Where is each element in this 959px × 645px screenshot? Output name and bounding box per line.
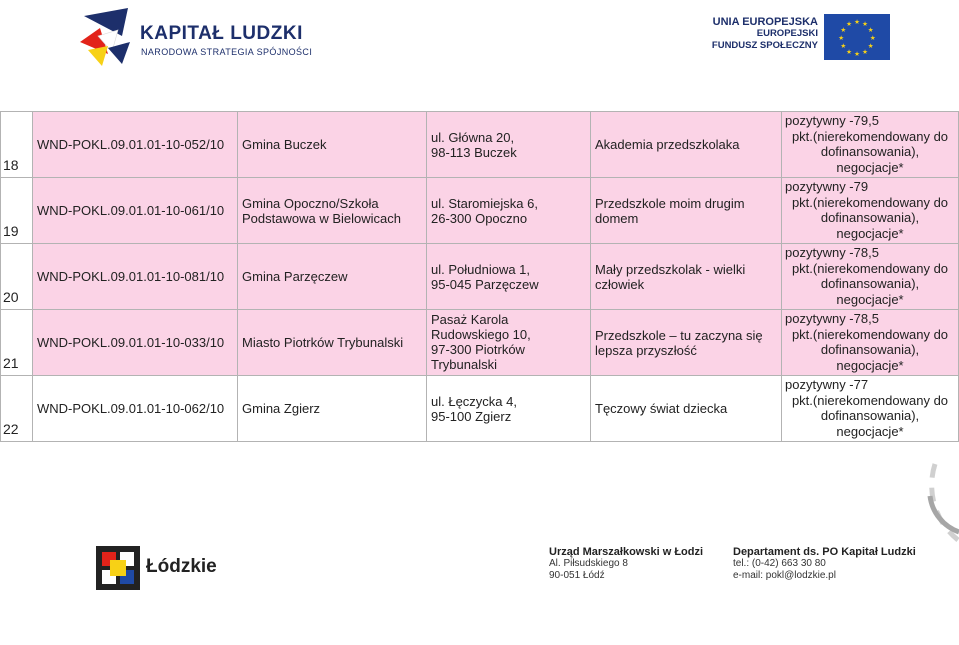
address-line: Rudowskiego 10,	[431, 327, 531, 342]
decorative-arc-icon	[880, 462, 959, 542]
score-line: dofinansowania),	[820, 210, 920, 225]
score-line: dofinansowania),	[820, 342, 920, 357]
score-line: negocjacje*	[836, 225, 904, 241]
lodzkie-logo	[96, 546, 226, 590]
score-line: negocjacje*	[836, 423, 904, 439]
department-contact	[733, 546, 916, 582]
eu-line-3: FUNDUSZ SPOŁECZNY	[711, 40, 818, 51]
office-contact	[549, 546, 703, 582]
score-line: pkt.(nierekomendowany do	[791, 392, 949, 408]
applicant-address	[427, 244, 591, 310]
results-table	[0, 111, 959, 442]
table-row	[1, 178, 959, 244]
svg-text:★: ★	[862, 47, 868, 56]
applicant-name: Gmina Opoczno/Szkoła Podstawowa w Bielowicach	[238, 178, 427, 244]
evaluation-result	[782, 376, 959, 442]
applicant-name: Gmina Zgierz	[238, 376, 427, 442]
applicant-address	[427, 376, 591, 442]
row-number: 22	[1, 376, 33, 442]
table-row	[1, 310, 959, 376]
project-title: Tęczowy świat dziecka	[591, 376, 782, 442]
kapital-ludzki-logo	[78, 6, 338, 68]
department-name: Departament ds. PO Kapitał Ludzki	[733, 546, 916, 558]
svg-text:★: ★	[840, 42, 847, 50]
eu-logo-text	[690, 16, 818, 52]
evaluation-result	[782, 178, 959, 244]
score-line: pkt.(nierekomendowany do	[791, 128, 949, 144]
eu-logo	[690, 14, 905, 60]
applicant-name: Gmina Parzęczew	[238, 244, 427, 310]
kapital-ludzki-title: KAPITAŁ LUDZKI	[140, 23, 303, 44]
score-line: dofinansowania),	[820, 276, 920, 291]
applicant-name: Miasto Piotrków Trybunalski	[238, 310, 427, 376]
svg-text:★: ★	[854, 50, 860, 58]
office-city: 90-051 Łódź	[549, 570, 605, 581]
project-title: Akademia przedszkolaka	[591, 112, 782, 178]
department-email: e-mail: pokl@lodzkie.pl	[733, 570, 836, 581]
applicant-address	[427, 178, 591, 244]
svg-text:★: ★	[840, 26, 847, 34]
eu-line-1: UNIA EUROPEJSKA	[712, 16, 818, 28]
row-number: 21	[1, 310, 33, 376]
address-line: ul. Łęczycka 4,	[431, 394, 517, 409]
score-line: negocjacje*	[836, 357, 904, 373]
svg-text:★: ★	[867, 26, 874, 34]
evaluation-result	[782, 310, 959, 376]
score-line: pkt.(nierekomendowany do	[791, 326, 949, 342]
application-id: WND-POKL.09.01.01-10-033/10	[33, 310, 238, 376]
table-row	[1, 112, 959, 178]
score-line: dofinansowania),	[820, 144, 920, 159]
svg-text:★: ★	[838, 34, 845, 42]
office-street: Al. Piłsudskiego 8	[549, 558, 628, 569]
project-title: Przedszkole – tu zaczyna się lepsza przyszłość	[591, 310, 782, 376]
score-line: pozytywny -78,5	[785, 311, 879, 326]
address-line: Pasaż Karola	[431, 312, 509, 327]
application-id: WND-POKL.09.01.01-10-062/10	[33, 376, 238, 442]
address-line: ul. Staromiejska 6,	[431, 196, 538, 211]
lodzkie-wordmark: Łódzkie	[146, 556, 217, 577]
applicant-address	[427, 310, 591, 376]
address-line: 97-300 Piotrków	[431, 342, 525, 357]
evaluation-result	[782, 244, 959, 310]
svg-text:★: ★	[846, 47, 852, 56]
applicant-name: Gmina Buczek	[238, 112, 427, 178]
address-line: ul. Południowa 1,	[431, 262, 531, 277]
svg-text:★: ★	[869, 34, 876, 42]
eu-line-2: EUROPEJSKI	[756, 28, 818, 39]
kapital-ludzki-subtitle: NARODOWA STRATEGIA SPÓJNOŚCI	[141, 47, 313, 57]
score-line: pkt.(nierekomendowany do	[791, 260, 949, 276]
address-line: 95-045 Parzęczew	[431, 277, 539, 292]
application-id: WND-POKL.09.01.01-10-052/10	[33, 112, 238, 178]
score-line: dofinansowania),	[820, 408, 920, 423]
kapital-ludzki-star-icon	[78, 6, 136, 68]
evaluation-result	[782, 112, 959, 178]
row-number: 19	[1, 178, 33, 244]
application-id: WND-POKL.09.01.01-10-081/10	[33, 244, 238, 310]
address-line: 95-100 Zgierz	[431, 409, 512, 424]
project-title: Mały przedszkolak - wielki człowiek	[591, 244, 782, 310]
lodzkie-mark-icon	[96, 546, 140, 590]
score-line: pkt.(nierekomendowany do	[791, 194, 949, 210]
address-line: ul. Główna 20,	[431, 130, 515, 145]
score-line: pozytywny -77	[785, 377, 869, 392]
score-line: pozytywny -79	[785, 179, 869, 194]
project-title: Przedszkole moim drugim domem	[591, 178, 782, 244]
department-phone: tel.: (0-42) 663 30 80	[733, 558, 826, 569]
score-line: pozytywny -79,5	[785, 113, 879, 128]
score-line: pozytywny -78,5	[785, 245, 879, 260]
application-id: WND-POKL.09.01.01-10-061/10	[33, 178, 238, 244]
address-line: Trybunalski	[431, 357, 497, 372]
row-number: 20	[1, 244, 33, 310]
applicant-address	[427, 112, 591, 178]
score-line: negocjacje*	[836, 159, 904, 175]
row-number: 18	[1, 112, 33, 178]
table-row	[1, 376, 959, 442]
office-name: Urząd Marszałkowski w Łodzi	[549, 546, 704, 558]
eu-flag-icon	[824, 14, 890, 60]
table-row	[1, 244, 959, 310]
svg-text:★: ★	[862, 20, 868, 29]
svg-text:★: ★	[846, 20, 852, 29]
score-line: negocjacje*	[836, 291, 904, 307]
address-line: 98-113 Buczek	[431, 145, 517, 160]
address-line: 26-300 Opoczno	[431, 211, 528, 226]
svg-text:★: ★	[867, 42, 874, 50]
svg-text:★: ★	[854, 18, 860, 26]
